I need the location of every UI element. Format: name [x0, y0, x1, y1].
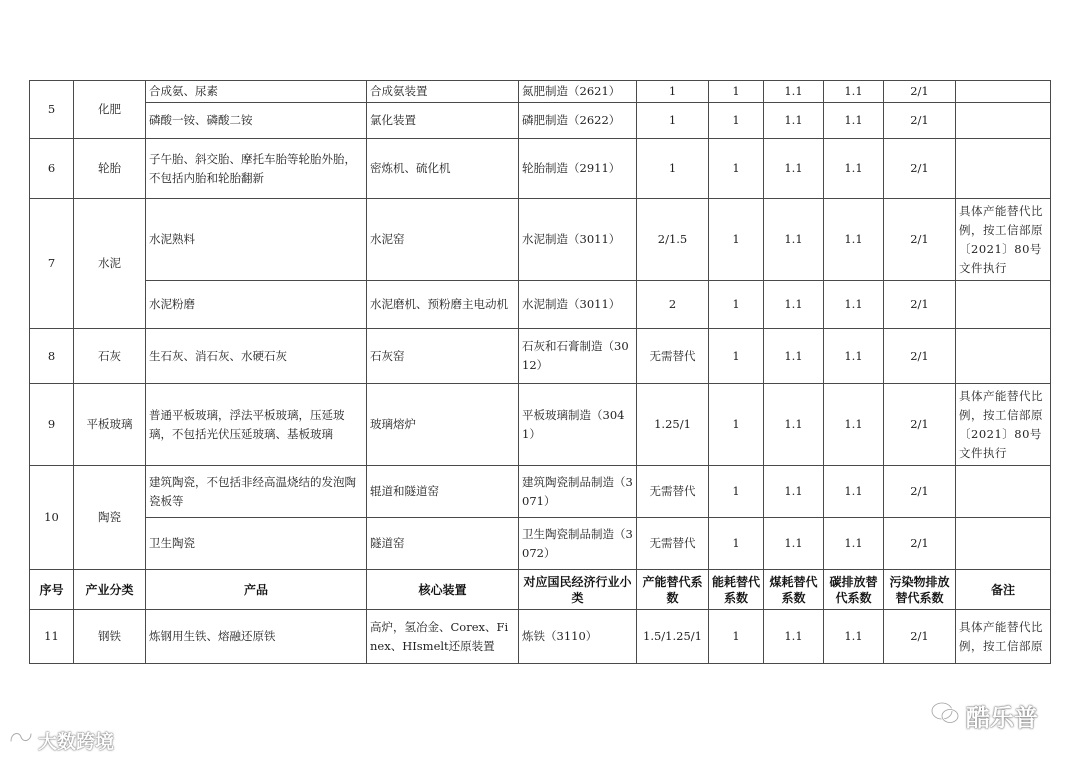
cell-pollutant: 2/1: [884, 281, 956, 329]
cell-capacity: 1: [637, 139, 709, 199]
cell-note: 具体产能替代比例，按工信部原: [956, 610, 1051, 664]
cell-carbon: 1.1: [824, 329, 884, 384]
cell-pollutant: 2/1: [884, 384, 956, 466]
cell-device: 氯化装置: [367, 103, 519, 139]
cell-product: 水泥粉磨: [146, 281, 367, 329]
cell-product: 水泥熟料: [146, 199, 367, 281]
header-no: 序号: [30, 570, 74, 610]
table-header-row: [30, 570, 1051, 610]
watermark-left-text: 大数跨境: [38, 731, 115, 753]
table-row: [30, 466, 1051, 518]
table-row: [30, 81, 1051, 103]
cell-coal: 1.1: [764, 610, 824, 664]
table-row: [30, 329, 1051, 384]
cell-energy: 1: [709, 610, 764, 664]
cell-note: 具体产能替代比例，按工信部原〔2021〕80号文件执行: [956, 199, 1051, 281]
cell-category: 陶瓷: [74, 466, 146, 570]
cell-device: 水泥窑: [367, 199, 519, 281]
cell-no: 9: [30, 384, 74, 466]
cell-capacity: 2: [637, 281, 709, 329]
cell-device: 密炼机、硫化机: [367, 139, 519, 199]
cell-note: [956, 139, 1051, 199]
cell-carbon: 1.1: [824, 518, 884, 570]
cell-pollutant: 2/1: [884, 518, 956, 570]
cell-coal: 1.1: [764, 103, 824, 139]
cell-category: 水泥: [74, 199, 146, 329]
cell-product: 炼钢用生铁、熔融还原铁: [146, 610, 367, 664]
table-row: [30, 103, 1051, 139]
header-industry: 对应国民经济行业小类: [519, 570, 637, 610]
cell-pollutant: 2/1: [884, 329, 956, 384]
header-device: 核心装置: [367, 570, 519, 610]
table-row: [30, 281, 1051, 329]
cell-note: [956, 329, 1051, 384]
cell-no: 10: [30, 466, 74, 570]
cell-energy: 1: [709, 199, 764, 281]
cell-energy: 1: [709, 329, 764, 384]
cell-carbon: 1.1: [824, 81, 884, 103]
cell-industry: 氮肥制造（2621）: [519, 81, 637, 103]
cell-no: 5: [30, 81, 74, 139]
cell-note: [956, 103, 1051, 139]
cell-note: [956, 518, 1051, 570]
cell-industry: 水泥制造（3011）: [519, 281, 637, 329]
cell-note: 具体产能替代比例，按工信部原〔2021〕80号文件执行: [956, 384, 1051, 466]
cell-category: 平板玻璃: [74, 384, 146, 466]
cell-no: 6: [30, 139, 74, 199]
cell-capacity: 无需替代: [637, 518, 709, 570]
cell-device: 玻璃熔炉: [367, 384, 519, 466]
header-category: 产业分类: [74, 570, 146, 610]
watermark-right-text: 酷乐普: [966, 704, 1038, 732]
cell-industry: 卫生陶瓷制品制造（3072）: [519, 518, 637, 570]
cell-carbon: 1.1: [824, 466, 884, 518]
cell-energy: 1: [709, 103, 764, 139]
cell-energy: 1: [709, 139, 764, 199]
header-capacity: 产能替代系数: [637, 570, 709, 610]
cell-industry: 建筑陶瓷制品制造（3071）: [519, 466, 637, 518]
cell-no: 8: [30, 329, 74, 384]
cell-note: [956, 466, 1051, 518]
cell-note: [956, 81, 1051, 103]
cell-industry: 石灰和石膏制造（3012）: [519, 329, 637, 384]
cell-energy: 1: [709, 281, 764, 329]
cell-industry: 炼铁（3110）: [519, 610, 637, 664]
cell-carbon: 1.1: [824, 384, 884, 466]
cell-coal: 1.1: [764, 139, 824, 199]
header-note: 备注: [956, 570, 1051, 610]
cell-energy: 1: [709, 81, 764, 103]
header-carbon: 碳排放替代系数: [824, 570, 884, 610]
table-row: [30, 199, 1051, 281]
cell-note: [956, 281, 1051, 329]
cell-industry: 轮胎制造（2911）: [519, 139, 637, 199]
cell-device: 隧道窑: [367, 518, 519, 570]
cell-category: 化肥: [74, 81, 146, 139]
cell-category: 轮胎: [74, 139, 146, 199]
cell-capacity: 1.25/1: [637, 384, 709, 466]
cell-device: 辊道和隧道窑: [367, 466, 519, 518]
cell-carbon: 1.1: [824, 139, 884, 199]
cell-carbon: 1.1: [824, 103, 884, 139]
header-product: 产品: [146, 570, 367, 610]
cell-no: 11: [30, 610, 74, 664]
table-row: [30, 518, 1051, 570]
cell-coal: 1.1: [764, 329, 824, 384]
header-energy: 能耗替代系数: [709, 570, 764, 610]
cell-coal: 1.1: [764, 281, 824, 329]
cell-energy: 1: [709, 384, 764, 466]
cell-device: 高炉，氢冶金、Corex、Finex、HIsmelt还原装置: [367, 610, 519, 664]
cell-product: 磷酸一铵、磷酸二铵: [146, 103, 367, 139]
cell-pollutant: 2/1: [884, 610, 956, 664]
brand-logo-icon: [8, 727, 34, 754]
header-coal: 煤耗替代系数: [764, 570, 824, 610]
cell-category: 石灰: [74, 329, 146, 384]
cell-industry: 磷肥制造（2622）: [519, 103, 637, 139]
cell-product: 生石灰、消石灰、水硬石灰: [146, 329, 367, 384]
cell-coal: 1.1: [764, 466, 824, 518]
cell-product: 卫生陶瓷: [146, 518, 367, 570]
cell-industry: 平板玻璃制造（3041）: [519, 384, 637, 466]
table-row: [30, 139, 1051, 199]
cell-device: 水泥磨机、预粉磨主电动机: [367, 281, 519, 329]
table-row: [30, 384, 1051, 466]
cell-capacity: 2/1.5: [637, 199, 709, 281]
cell-device: 合成氨装置: [367, 81, 519, 103]
cell-pollutant: 2/1: [884, 139, 956, 199]
cell-coal: 1.1: [764, 199, 824, 281]
cell-coal: 1.1: [764, 518, 824, 570]
cell-capacity: 1.5/1.25/1: [637, 610, 709, 664]
cell-energy: 1: [709, 466, 764, 518]
cell-carbon: 1.1: [824, 281, 884, 329]
cell-energy: 1: [709, 518, 764, 570]
cell-capacity: 1: [637, 81, 709, 103]
cell-pollutant: 2/1: [884, 103, 956, 139]
watermark-right: [930, 698, 1038, 733]
cell-coal: 1.1: [764, 81, 824, 103]
cell-category: 钢铁: [74, 610, 146, 664]
wechat-icon: [930, 700, 960, 732]
cell-product: 子午胎、斜交胎、摩托车胎等轮胎外胎，不包括内胎和轮胎翻新: [146, 139, 367, 199]
cell-device: 石灰窑: [367, 329, 519, 384]
cell-capacity: 无需替代: [637, 329, 709, 384]
cell-pollutant: 2/1: [884, 199, 956, 281]
header-pollutant: 污染物排放替代系数: [884, 570, 956, 610]
cell-carbon: 1.1: [824, 610, 884, 664]
capacity-replacement-table: [29, 80, 1051, 664]
cell-pollutant: 2/1: [884, 466, 956, 518]
cell-carbon: 1.1: [824, 199, 884, 281]
cell-capacity: 无需替代: [637, 466, 709, 518]
watermark-left: [8, 727, 114, 754]
cell-product: 建筑陶瓷，不包括非经高温烧结的发泡陶瓷板等: [146, 466, 367, 518]
cell-product: 合成氨、尿素: [146, 81, 367, 103]
cell-capacity: 1: [637, 103, 709, 139]
cell-industry: 水泥制造（3011）: [519, 199, 637, 281]
cell-coal: 1.1: [764, 384, 824, 466]
table-row: [30, 610, 1051, 664]
cell-product: 普通平板玻璃，浮法平板玻璃，压延玻璃，不包括光伏压延玻璃、基板玻璃: [146, 384, 367, 466]
cell-pollutant: 2/1: [884, 81, 956, 103]
cell-no: 7: [30, 199, 74, 329]
